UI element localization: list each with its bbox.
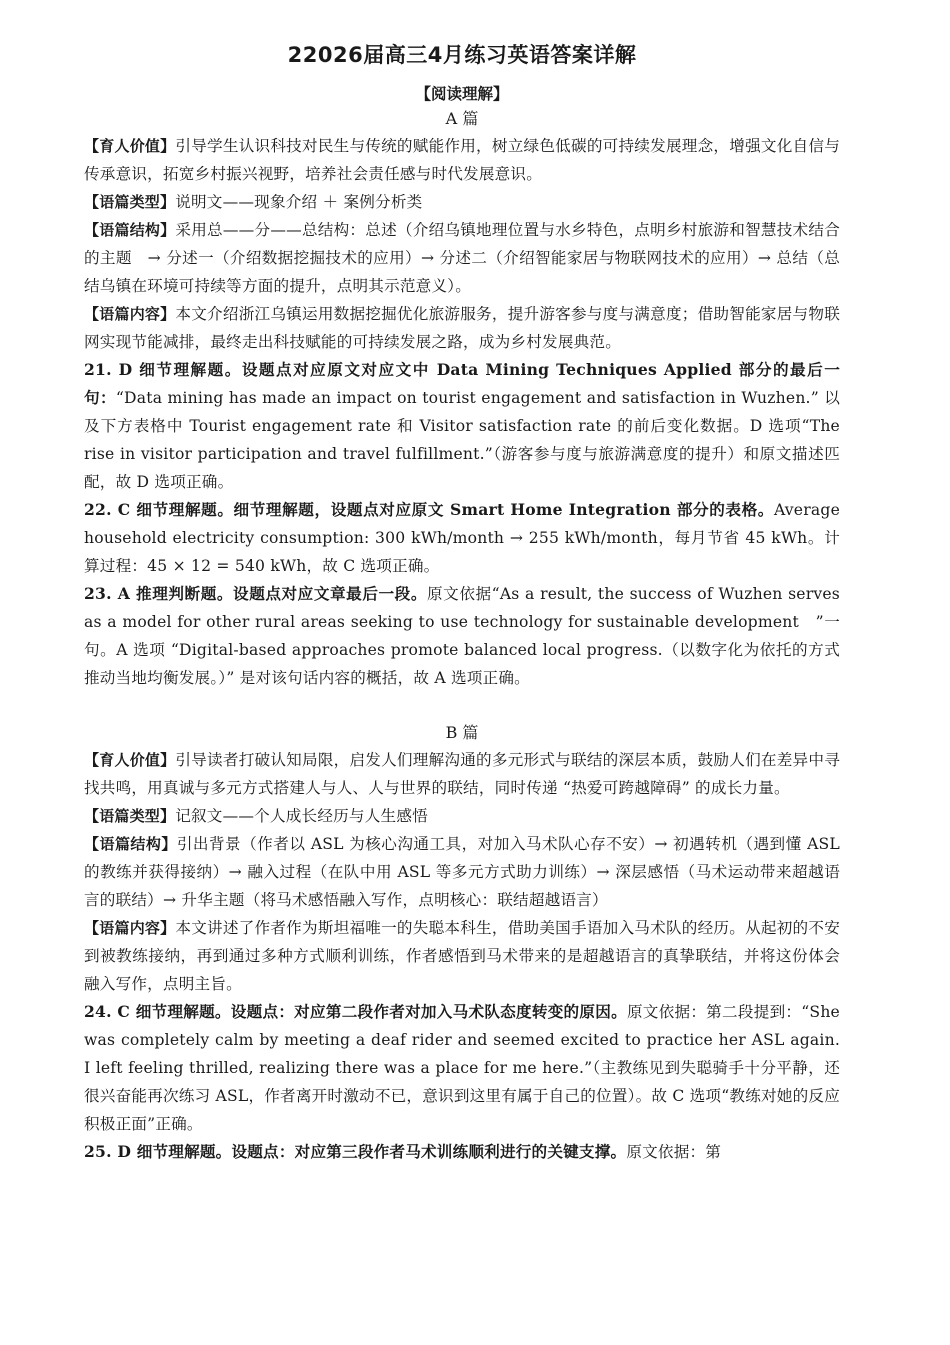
value-text: 引导学生认识科技对民生与传统的赋能作用，树立绿色低碳的可持续发展理念，增强文化自信与传承意识，拓宽乡村振兴视野，培养社会责任感与时代发展意识。 bbox=[84, 137, 840, 183]
part-a-type bbox=[84, 188, 840, 216]
answer-24-text: 原文依据：第二段提到：“She was completely calm by meeting a deaf rider and seemed excited to practice her ASL again. I left feeling thrilled, realizing there was a place for me here.”（主教练见到失聪骑手十分平静，还很兴奋能再次练习 ASL，作者离开时激动不已，意识到这里有属于自己的位置）。故 C 选项“教练对她的反应积极正面”正确。 bbox=[84, 1003, 840, 1133]
value-label: 【育人价值】 bbox=[84, 137, 176, 155]
part-b-type bbox=[84, 802, 840, 830]
answer-22-text: Average household electricity consumption: 300 kWh/month → 255 kWh/month，每月节省 45 kWh。计算过程：45 × 12 = 540 kWh，故 C 选项正确。 bbox=[84, 501, 840, 575]
content-text: 本文介绍浙江乌镇运用数据挖掘优化旅游服务，提升游客参与度与满意度；借助智能家居与物联网实现节能减排，最终走出科技赋能的可持续发展之路，成为乡村发展典范。 bbox=[84, 305, 840, 351]
type-text: 记叙文——个人成长经历与人生感悟 bbox=[175, 807, 428, 825]
answer-25-text: 原文依据：第 bbox=[626, 1143, 722, 1161]
answer-21 bbox=[84, 356, 840, 496]
part-b-structure bbox=[84, 830, 840, 914]
structure-text: 采用总——分——总结构：总述（介绍乌镇地理位置与水乡特色，点明乡村旅游和智慧技术结合的主题 → 分述一（介绍数据挖掘技术的应用）→ 分述二（介绍智能家居与物联网技术的应用）→ 总结（总结乌镇在环境可持续等方面的提升，点明其示范意义）。 bbox=[84, 221, 841, 295]
value-text: 引导读者打破认知局限，启发人们理解沟通的多元形式与联结的深层本质，鼓励人们在差异中寻找共鸣，用真诚与多元方式搭建人与人、人与世界的联结，同时传递 “热爱可跨越障碍” 的成长力量。 bbox=[84, 751, 840, 797]
answer-24 bbox=[84, 998, 840, 1138]
answer-document bbox=[84, 40, 840, 1166]
answer-23-text: 原文依据“As a result, the success of Wuzhen serves as a model for other rural areas seeking to use technology for sustainable development ”一句。A 选项 “Digital-based approaches promote balanced local progress.（以数字化为依托的方式推动当地均衡发展。）” 是对该句话内容的概括，故 A 选项正确。 bbox=[84, 585, 840, 687]
part-b-title: B 篇 bbox=[445, 723, 479, 742]
content-text: 本文讲述了作者作为斯坦福唯一的失聪本科生，借助美国手语加入马术队的经历。从起初的不安到被教练接纳，再到通过多种方式顺利训练，作者感悟到马术带来的是超越语言的真挚联结，并将这份体会融入写作，点明主旨。 bbox=[84, 919, 840, 993]
answer-23 bbox=[84, 580, 840, 692]
section-heading: 【阅读理解】 bbox=[415, 85, 509, 103]
answer-24-head: 24. C 细节理解题。设题点：对应第二段作者对加入马术队态度转变的原因。 bbox=[84, 1002, 627, 1021]
structure-text: 引出背景（作者以 ASL 为核心沟通工具，对加入马术队心存不安）→ 初遇转机（遇到懂 ASL 的教练并获得接纳）→ 融入过程（在队中用 ASL 等多元方式助力训练）→ 深层感悟（马术运动带来超越语言的联结）→ 升华主题（将马术感悟融入写作，点明核心：联结超越语言） bbox=[84, 835, 840, 909]
answer-25-head: 25. D 细节理解题。设题点：对应第三段作者马术训练顺利进行的关键支撑。 bbox=[84, 1142, 627, 1161]
part-a-content bbox=[84, 300, 840, 356]
section-gap bbox=[84, 692, 840, 720]
type-text: 说明文——现象介绍 ＋ 案例分析类 bbox=[175, 193, 423, 211]
answer-21-head: 21. D 细节理解题。设题点对应原文对应文中 Data Mining Techniques Applied 部分的最后一句： bbox=[84, 360, 840, 407]
part-a-structure bbox=[84, 216, 840, 300]
part-b-content bbox=[84, 914, 840, 998]
answer-22 bbox=[84, 496, 840, 580]
part-a-value bbox=[84, 132, 840, 188]
part-a-title: A 篇 bbox=[445, 109, 479, 128]
content-label: 【语篇内容】 bbox=[84, 305, 176, 323]
answer-25 bbox=[84, 1138, 840, 1166]
content-label: 【语篇内容】 bbox=[84, 919, 176, 937]
structure-label: 【语篇结构】 bbox=[84, 835, 177, 853]
answer-23-head: 23. A 推理判断题。设题点对应文章最后一段。 bbox=[84, 584, 428, 603]
part-b-value bbox=[84, 746, 840, 802]
document-title: 22026届高三4月练习英语答案详解 bbox=[287, 43, 637, 67]
value-label: 【育人价值】 bbox=[84, 751, 176, 769]
type-label: 【语篇类型】 bbox=[84, 193, 176, 211]
type-label: 【语篇类型】 bbox=[84, 807, 176, 825]
answer-21-text: “Data mining has made an impact on tourist engagement and satisfaction in Wuzhen.” 以及下方表格中 Tourist engagement rate 和 Visitor satisfaction rate 的前后变化数据。D 选项“The rise in visitor participation and travel fulfillment.”（游客参与度与旅游满意度的提升）和原文描述匹配，故 D 选项正确。 bbox=[84, 389, 840, 491]
answer-22-head: 22. C 细节理解题。细节理解题，设题点对应原文 Smart Home Integration 部分的表格。 bbox=[84, 500, 774, 519]
structure-label: 【语篇结构】 bbox=[84, 221, 176, 239]
